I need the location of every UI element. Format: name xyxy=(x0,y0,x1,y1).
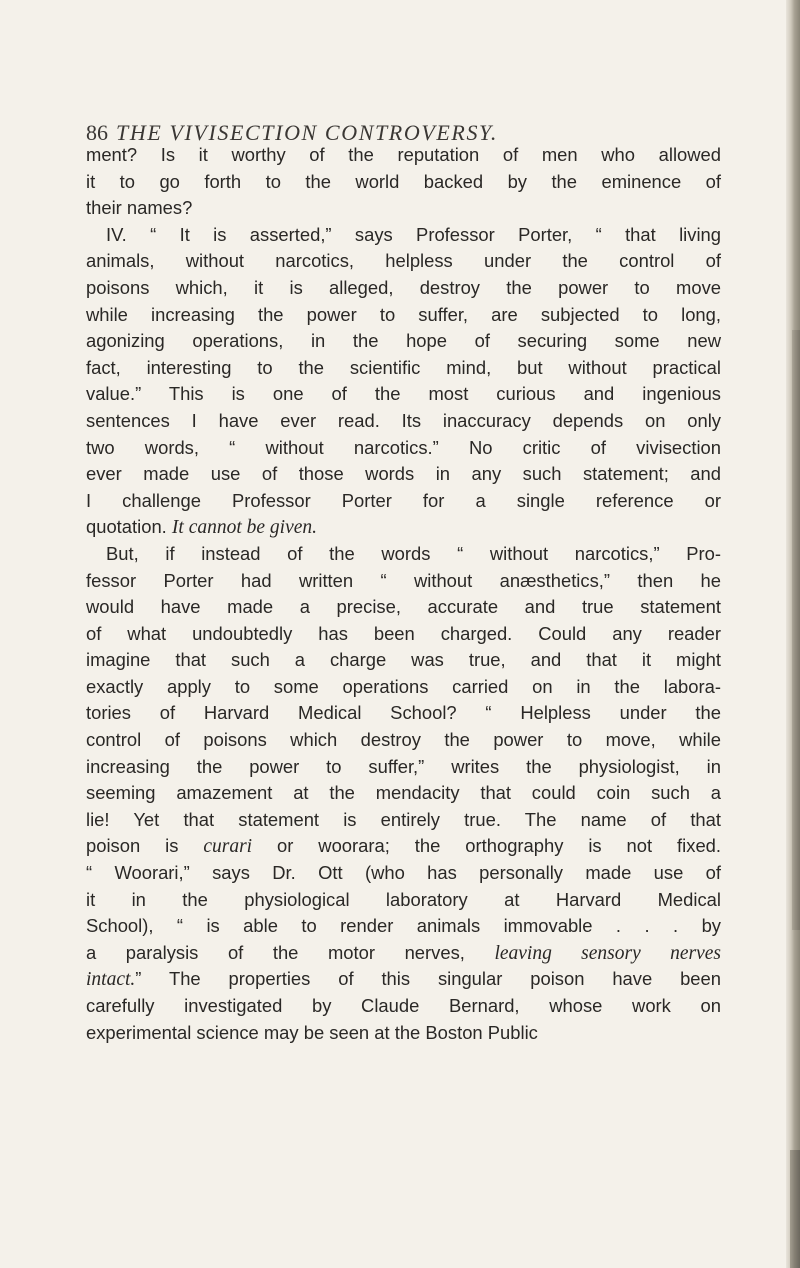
text-span: sentences I have ever read. Its inaccuracy depends on only xyxy=(86,409,721,431)
running-title: THE VIVISECTION CONTROVERSY. xyxy=(116,120,498,145)
text-line xyxy=(86,488,721,515)
text-line xyxy=(86,195,721,222)
text-span: while increasing the power to suffer, are subjected to long, xyxy=(86,303,721,325)
text-span: two words, “ without narcotics.” No critic of vivisection xyxy=(86,436,721,458)
text-span: their names? xyxy=(86,197,193,219)
text-line xyxy=(86,887,721,914)
text-span: agonizing operations, in the hope of securing some new xyxy=(86,330,721,352)
text-span: School), “ is able to render animals immovable . . . by xyxy=(86,915,721,937)
text-line xyxy=(86,674,721,701)
text-span: poisons which, it is alleged, destroy the power to move xyxy=(86,276,721,298)
body-text xyxy=(86,142,721,1046)
text-line xyxy=(86,275,721,302)
text-line xyxy=(86,142,721,169)
text-span: experimental science may be seen at the Boston Public xyxy=(86,1021,538,1043)
text-line xyxy=(86,222,721,249)
text-line xyxy=(86,568,721,595)
text-span: fessor Porter had written “ without anæsthetics,” then he xyxy=(86,569,721,591)
text-line xyxy=(86,408,721,435)
text-span: increasing the power to suffer,” writes the physiologist, in xyxy=(86,755,721,777)
text-line xyxy=(86,940,721,967)
text-line xyxy=(86,302,721,329)
italic-text: leaving sensory nerves xyxy=(494,942,721,964)
italic-text: intact. xyxy=(86,969,136,991)
text-line xyxy=(86,381,721,408)
text-line xyxy=(86,860,721,887)
text-span: of what undoubtedly has been charged. Could any reader xyxy=(86,622,721,644)
text-line xyxy=(86,541,721,568)
text-span: lie! Yet that statement is entirely true. The name of that xyxy=(86,808,721,830)
text-line xyxy=(86,248,721,275)
page-number: 86 xyxy=(86,120,108,145)
text-span: carefully investigated by Claude Bernard, whose work on xyxy=(86,995,721,1016)
text-span: ever made use of those words in any such statement; and xyxy=(86,463,721,485)
text-line xyxy=(86,435,721,462)
text-span: imagine that such a charge was true, and that it might xyxy=(86,649,721,671)
text-span: it in the physiological laboratory at Harvard Medical xyxy=(86,888,721,910)
text-line xyxy=(86,647,721,674)
text-line xyxy=(86,727,721,754)
text-span: quotation. xyxy=(86,516,172,538)
text-span: animals, without narcotics, helpless under the control of xyxy=(86,250,721,272)
page-edge-shadow-bottom xyxy=(790,1150,800,1268)
text-span: poison is xyxy=(86,835,204,857)
text-line xyxy=(86,833,721,860)
text-span: I challenge Professor Porter for a single reference or xyxy=(86,489,721,511)
text-line xyxy=(86,966,721,993)
text-span: control of poisons which destroy the power to move, while xyxy=(86,729,721,751)
text-span: would have made a precise, accurate and true statement xyxy=(86,596,721,618)
text-line xyxy=(86,594,721,621)
text-line xyxy=(86,1020,721,1047)
text-line xyxy=(86,913,721,940)
text-line xyxy=(86,355,721,382)
text-span: exactly apply to some operations carried on in the labora- xyxy=(86,675,721,697)
text-span: seeming amazement at the mendacity that could coin such a xyxy=(86,782,721,804)
text-line xyxy=(86,461,721,488)
text-span: it to go forth to the world backed by the eminence of xyxy=(86,170,721,192)
text-span: ” The properties of this singular poison have been xyxy=(135,968,721,990)
text-line xyxy=(86,514,721,541)
text-line xyxy=(86,780,721,807)
italic-text: curari xyxy=(203,836,253,858)
text-span: fact, interesting to the scientific mind, but without practical xyxy=(86,356,721,378)
italic-text: It cannot be given. xyxy=(171,517,318,539)
text-line xyxy=(86,993,721,1020)
text-span: tories of Harvard Medical School? “ Helpless under the xyxy=(86,702,721,724)
text-line xyxy=(86,621,721,648)
text-span: IV. “ It is asserted,” says Professor Porter, “ that living xyxy=(106,223,721,245)
text-line xyxy=(86,328,721,355)
text-line xyxy=(86,807,721,834)
text-line xyxy=(86,754,721,781)
text-span: or woorara; the orthography is not fixed. xyxy=(252,835,722,857)
text-span: “ Woorari,” says Dr. Ott (who has personally made use of xyxy=(86,862,721,884)
text-span: a paralysis of the motor nerves, xyxy=(86,941,495,963)
text-line xyxy=(86,169,721,196)
text-span: value.” This is one of the most curious and ingenious xyxy=(86,383,721,405)
text-span: ment? Is it worthy of the reputation of men who allowed xyxy=(86,144,721,165)
page-edge-shadow-dark xyxy=(792,330,800,930)
text-span: But, if instead of the words “ without narcotics,” Pro- xyxy=(106,542,721,564)
text-line xyxy=(86,700,721,727)
